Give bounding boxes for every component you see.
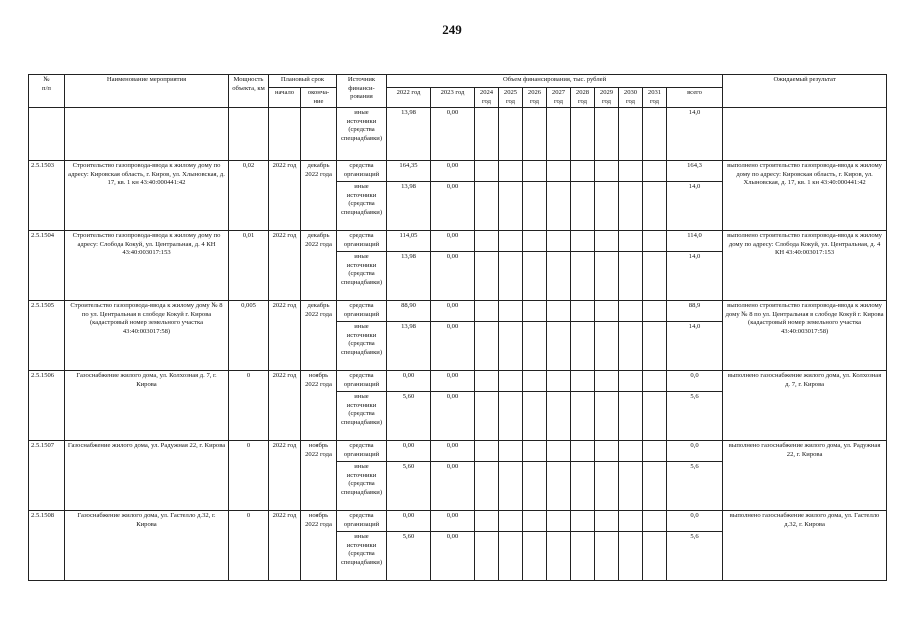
capacity: 0 xyxy=(229,441,269,511)
source-cell: иные источники (средства спецнадбавки) xyxy=(337,108,387,161)
start-date: 2022 год xyxy=(269,161,301,231)
value-empty xyxy=(475,182,499,231)
value-empty xyxy=(547,511,571,532)
expected-result: выполнено строительство газопровода-ввода к жилому дому № 8 по ул. Центральная в слободе Кокуй г. Кирова (кадастровый номер земельного участка 43:40:003017:58) xyxy=(723,301,887,371)
value-empty xyxy=(499,441,523,462)
value-empty xyxy=(475,371,499,392)
value-empty xyxy=(643,182,667,231)
value-empty xyxy=(571,182,595,231)
value-empty xyxy=(643,392,667,441)
value-empty xyxy=(643,161,667,182)
value-empty xyxy=(595,532,619,581)
start-date: 2022 год xyxy=(269,301,301,371)
table-row xyxy=(29,511,887,532)
value-2023: 0,00 xyxy=(431,371,475,392)
value-empty xyxy=(475,322,499,371)
value-empty xyxy=(643,371,667,392)
header-2023: 2023 год xyxy=(431,88,475,108)
table-row xyxy=(29,441,887,462)
value-2022: 5,60 xyxy=(387,462,431,511)
value-empty xyxy=(523,252,547,301)
value-empty xyxy=(595,252,619,301)
value-empty xyxy=(643,322,667,371)
header-2027: 2027 год xyxy=(547,88,571,108)
value-empty xyxy=(619,161,643,182)
value-2022: 0,00 xyxy=(387,511,431,532)
source-cell: иные источники (средства спецнадбавки) xyxy=(337,462,387,511)
source-cell: средства организаций xyxy=(337,231,387,252)
value-empty xyxy=(595,161,619,182)
value-empty xyxy=(571,322,595,371)
value-empty xyxy=(475,441,499,462)
value-empty xyxy=(571,392,595,441)
value-empty xyxy=(595,441,619,462)
value-empty xyxy=(499,532,523,581)
header-end: оконча- ние xyxy=(301,88,337,108)
header-row-1 xyxy=(29,75,887,88)
capacity: 0 xyxy=(229,511,269,581)
row-number: 2.5.1505 xyxy=(29,301,65,371)
value-empty xyxy=(619,441,643,462)
row-number: 2.5.1503 xyxy=(29,161,65,231)
end-date: декабрь 2022 года xyxy=(301,231,337,301)
value-empty xyxy=(499,161,523,182)
value-empty xyxy=(595,371,619,392)
header-name: Наименование мероприятия xyxy=(65,75,229,108)
value-total: 88,9 xyxy=(667,301,723,322)
value-empty xyxy=(619,462,643,511)
source-cell: иные источники (средства спецнадбавки) xyxy=(337,182,387,231)
value-empty xyxy=(475,161,499,182)
value-empty xyxy=(643,511,667,532)
value-empty xyxy=(499,301,523,322)
measure-name: Газоснабжение жилого дома, ул. Колхозная д. 7, г. Кирова xyxy=(65,371,229,441)
start-date: 2022 год xyxy=(269,371,301,441)
value-empty xyxy=(523,371,547,392)
measure-name: Газоснабжение жилого дома, ул. Радужная 22, г. Кирова xyxy=(65,441,229,511)
value-empty xyxy=(571,532,595,581)
header-source: Источник финанси- рования xyxy=(337,75,387,108)
value-empty xyxy=(499,462,523,511)
value-empty xyxy=(595,182,619,231)
value-empty xyxy=(547,182,571,231)
expected-result: выполнено газоснабжение жилого дома, ул. Колхозная д. 7, г. Кирова xyxy=(723,371,887,441)
end-date: ноябрь 2022 года xyxy=(301,511,337,581)
value-empty xyxy=(499,511,523,532)
value-empty xyxy=(523,301,547,322)
value-2023: 0,00 xyxy=(431,231,475,252)
value-empty xyxy=(619,182,643,231)
source-cell: средства организаций xyxy=(337,511,387,532)
expected-result: выполнено газоснабжение жилого дома, ул. Радужная 22, г. Кирова xyxy=(723,441,887,511)
header-2029: 2029 год xyxy=(595,88,619,108)
value-total: 5,6 xyxy=(667,462,723,511)
source-cell: средства организаций xyxy=(337,301,387,322)
value-empty xyxy=(523,182,547,231)
value-2023: 0,00 xyxy=(431,322,475,371)
value-empty xyxy=(523,392,547,441)
value-empty xyxy=(619,252,643,301)
expected-result: выполнено строительство газопровода-ввода к жилому дому по адресу: Слобода Кокуй, ул. Центральная, д. 4 КН 43:40:003017:153 xyxy=(723,231,887,301)
value-empty xyxy=(547,231,571,252)
value-total: 5,6 xyxy=(667,532,723,581)
value-empty xyxy=(547,252,571,301)
page-number: 249 xyxy=(442,22,462,37)
value-2023: 0,00 xyxy=(431,301,475,322)
value-empty xyxy=(475,532,499,581)
value-2022: 0,00 xyxy=(387,441,431,462)
row-number: 2.5.1506 xyxy=(29,371,65,441)
source-cell: средства организаций xyxy=(337,161,387,182)
value-empty xyxy=(523,441,547,462)
value-total: 14,0 xyxy=(667,252,723,301)
value-empty xyxy=(595,322,619,371)
header-start: начало xyxy=(269,88,301,108)
measure-name: Строительство газопровода-ввода к жилому дому № 8 по ул. Центральная в слободе Кокуй г. Кирова (кадастровый номер земельного участка 43:40:003017:58) xyxy=(65,301,229,371)
value-empty xyxy=(595,392,619,441)
funding-table xyxy=(28,74,887,581)
carry-row xyxy=(29,108,887,161)
header-total: всего xyxy=(667,88,723,108)
header-result: Ожидаемый результат xyxy=(723,75,887,108)
source-cell: иные источники (средства спецнадбавки) xyxy=(337,252,387,301)
value-empty xyxy=(499,182,523,231)
expected-result: выполнено газоснабжение жилого дома, ул. Гастелло д.32, г. Кирова xyxy=(723,511,887,581)
value-empty xyxy=(619,231,643,252)
measure-name: Строительство газопровода-ввода к жилому дому по адресу: Кировская область, г. Киров, ул. Хлыновская, д. 17, кв. 1 кн 43:40:000441:42 xyxy=(65,161,229,231)
value-empty xyxy=(643,532,667,581)
value-total: 0,0 xyxy=(667,441,723,462)
capacity: 0 xyxy=(229,371,269,441)
value-empty xyxy=(595,301,619,322)
header-capacity: Мощность объекта, км xyxy=(229,75,269,108)
value-2022: 13,98 xyxy=(387,322,431,371)
value-2022: 0,00 xyxy=(387,371,431,392)
value-empty xyxy=(619,301,643,322)
value-empty xyxy=(499,231,523,252)
header-2025: 2025 год xyxy=(499,88,523,108)
table-row xyxy=(29,231,887,252)
value-empty xyxy=(619,371,643,392)
value-empty xyxy=(571,462,595,511)
header-2026: 2026 год xyxy=(523,88,547,108)
header-2024: 2024 год xyxy=(475,88,499,108)
header-2028: 2028 год xyxy=(571,88,595,108)
source-cell: иные источники (средства спецнадбавки) xyxy=(337,322,387,371)
value-empty xyxy=(475,511,499,532)
value-empty xyxy=(499,371,523,392)
value-empty xyxy=(619,532,643,581)
value-2023: 0,00 xyxy=(431,392,475,441)
header-term: Плановый срок xyxy=(269,75,337,88)
end-date: декабрь 2022 года xyxy=(301,161,337,231)
header-2030: 2030 год xyxy=(619,88,643,108)
header-2022: 2022 год xyxy=(387,88,431,108)
value-empty xyxy=(571,161,595,182)
value-empty xyxy=(475,301,499,322)
value-2023: 0,00 xyxy=(431,532,475,581)
value-empty xyxy=(475,252,499,301)
value-empty xyxy=(547,441,571,462)
capacity: 0,005 xyxy=(229,301,269,371)
table-row xyxy=(29,371,887,392)
value-empty xyxy=(547,392,571,441)
value-empty xyxy=(643,231,667,252)
value-empty xyxy=(547,322,571,371)
value-empty xyxy=(547,532,571,581)
value-empty xyxy=(595,462,619,511)
value-empty xyxy=(619,392,643,441)
value-empty xyxy=(547,462,571,511)
capacity: 0,01 xyxy=(229,231,269,301)
value-2022: 114,05 xyxy=(387,231,431,252)
value-2023: 0,00 xyxy=(431,441,475,462)
start-date: 2022 год xyxy=(269,511,301,581)
value-2023: 0,00 xyxy=(431,182,475,231)
value-empty xyxy=(643,252,667,301)
value-total: 114,0 xyxy=(667,231,723,252)
value-total: 164,3 xyxy=(667,161,723,182)
row-number: 2.5.1508 xyxy=(29,511,65,581)
row-number: 2.5.1504 xyxy=(29,231,65,301)
value-2023: 0,00 xyxy=(431,108,475,161)
value-empty xyxy=(595,231,619,252)
value-empty xyxy=(571,231,595,252)
source-cell: иные источники (средства спецнадбавки) xyxy=(337,532,387,581)
row-number: 2.5.1507 xyxy=(29,441,65,511)
value-empty xyxy=(547,301,571,322)
expected-result: выполнено строительство газопровода-ввода к жилому дому по адресу: Кировская область, г. Киров, ул. Хлыновская, д. 17, кв. 1 кн 43:40:000441:42 xyxy=(723,161,887,231)
capacity: 0,02 xyxy=(229,161,269,231)
value-2022: 5,60 xyxy=(387,392,431,441)
value-empty xyxy=(523,462,547,511)
value-2022: 13,98 xyxy=(387,108,431,161)
value-total: 14,0 xyxy=(667,182,723,231)
value-empty xyxy=(571,441,595,462)
value-empty xyxy=(571,371,595,392)
value-empty xyxy=(571,301,595,322)
value-2023: 0,00 xyxy=(431,511,475,532)
value-empty xyxy=(547,371,571,392)
value-empty xyxy=(643,301,667,322)
source-cell: иные источники (средства спецнадбавки) xyxy=(337,392,387,441)
value-empty xyxy=(523,322,547,371)
header-funding: Объем финансирования, тыс. рублей xyxy=(387,75,723,88)
value-2022: 13,98 xyxy=(387,252,431,301)
value-total: 14,0 xyxy=(667,322,723,371)
value-empty xyxy=(619,511,643,532)
end-date: ноябрь 2022 года xyxy=(301,441,337,511)
start-date: 2022 год xyxy=(269,231,301,301)
value-total: 5,6 xyxy=(667,392,723,441)
value-2022: 5,60 xyxy=(387,532,431,581)
value-empty xyxy=(619,322,643,371)
value-2022: 13,98 xyxy=(387,182,431,231)
end-date: декабрь 2022 года xyxy=(301,301,337,371)
value-total: 0,0 xyxy=(667,511,723,532)
value-empty xyxy=(499,322,523,371)
value-empty xyxy=(523,231,547,252)
header-no: № п/п xyxy=(29,75,65,108)
value-2023: 0,00 xyxy=(431,161,475,182)
source-cell: средства организаций xyxy=(337,371,387,392)
value-2023: 0,00 xyxy=(431,252,475,301)
start-date: 2022 год xyxy=(269,441,301,511)
value-empty xyxy=(475,462,499,511)
value-empty xyxy=(475,231,499,252)
value-2023: 0,00 xyxy=(431,462,475,511)
value-empty xyxy=(523,532,547,581)
value-empty xyxy=(499,392,523,441)
value-empty xyxy=(523,511,547,532)
end-date: ноябрь 2022 года xyxy=(301,371,337,441)
header-2031: 2031 год xyxy=(643,88,667,108)
value-total: 14,0 xyxy=(667,108,723,161)
source-cell: средства организаций xyxy=(337,441,387,462)
value-empty xyxy=(571,252,595,301)
value-empty xyxy=(523,161,547,182)
value-empty xyxy=(547,161,571,182)
value-empty xyxy=(595,511,619,532)
value-total: 0,0 xyxy=(667,371,723,392)
value-empty xyxy=(643,441,667,462)
table-row xyxy=(29,161,887,182)
measure-name: Газоснабжение жилого дома, ул. Гастелло д.32, г. Кирова xyxy=(65,511,229,581)
value-empty xyxy=(499,252,523,301)
table-row xyxy=(29,301,887,322)
value-empty xyxy=(475,392,499,441)
measure-name: Строительство газопровода-ввода к жилому дому по адресу: Слобода Кокуй, ул. Центральная, д. 4 КН 43:40:003017:153 xyxy=(65,231,229,301)
value-2022: 164,35 xyxy=(387,161,431,182)
value-empty xyxy=(571,511,595,532)
value-empty xyxy=(643,462,667,511)
value-2022: 88,90 xyxy=(387,301,431,322)
